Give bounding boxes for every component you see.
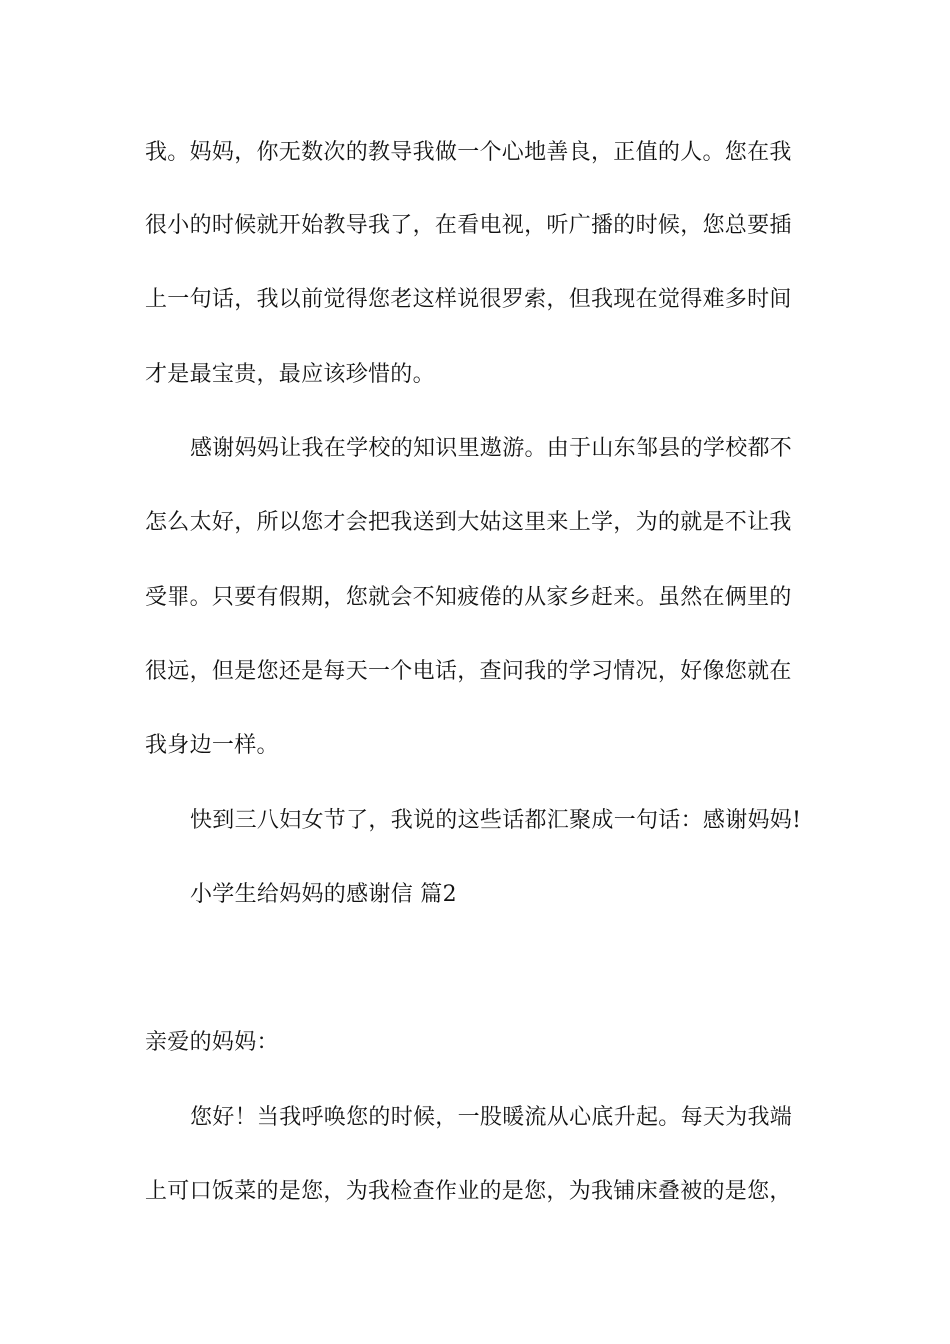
paragraph-line: 很小的时候就开始教导我了，在看电视，听广播的时候，您总要插 bbox=[145, 213, 792, 238]
paragraph-line: 才是最宝贵，最应该珍惜的。 bbox=[145, 362, 435, 387]
paragraph-line: 很远，但是您还是每天一个电话，查问我的学习情况，好像您就在 bbox=[145, 659, 792, 684]
paragraph-line: 感谢妈妈让我在学校的知识里遨游。由于山东邹县的学校都不 bbox=[190, 436, 793, 461]
paragraph-line: 我身边一样。 bbox=[145, 733, 279, 758]
section-heading: 小学生给妈妈的感谢信 篇2 bbox=[190, 882, 457, 907]
paragraph-line: 上可口饭菜的是您，为我检查作业的是您，为我铺床叠被的是您， bbox=[145, 1179, 792, 1204]
salutation: 亲爱的妈妈： bbox=[145, 1030, 279, 1055]
paragraph-line: 我。妈妈，你无数次的教导我做一个心地善良，正值的人。您在我 bbox=[145, 140, 792, 165]
paragraph-line: 您好！当我呼唤您的时候，一股暖流从心底升起。每天为我端 bbox=[190, 1105, 793, 1130]
paragraph-line: 快到三八妇女节了，我说的这些话都汇聚成一句话：感谢妈妈! bbox=[190, 808, 802, 833]
paragraph-line: 上一句话，我以前觉得您老这样说很罗索，但我现在觉得难多时间 bbox=[145, 287, 792, 312]
paragraph-line: 受罪。只要有假期，您就会不知疲倦的从家乡赶来。虽然在俩里的 bbox=[145, 585, 792, 610]
paragraph-line: 怎么太好，所以您才会把我送到大姑这里来上学，为的就是不让我 bbox=[145, 510, 792, 535]
